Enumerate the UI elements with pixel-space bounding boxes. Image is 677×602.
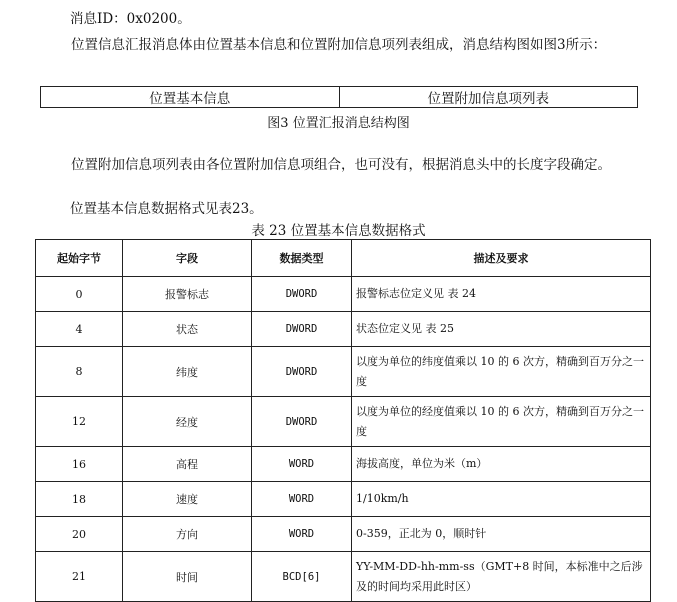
cell-start-byte: 18: [36, 482, 123, 517]
cell-data-type: WORD: [252, 517, 352, 552]
cell-start-byte: 0: [36, 277, 123, 312]
cell-field: 方向: [123, 517, 252, 552]
cell-start-byte: 16: [36, 447, 123, 482]
cell-field: 时间: [123, 552, 252, 602]
table-caption: 表 23 位置基本信息数据格式: [251, 223, 426, 239]
cell-data-type: DWORD: [252, 312, 352, 347]
cell-description: 1/10km/h: [352, 482, 651, 517]
cell-description: 报警标志位定义见 表 24: [352, 277, 651, 312]
cell-start-byte: 8: [36, 347, 123, 397]
cell-field: 经度: [123, 397, 252, 447]
header-start-byte: 起始字节: [36, 240, 123, 277]
message-structure-figure: [40, 86, 638, 108]
cell-description: 0-359，正北为 0，顺时针: [352, 517, 651, 552]
table-reference-line: 位置基本信息数据格式见表23。: [70, 201, 263, 217]
additional-info-paragraph: 位置附加信息项列表由各位置附加信息项组合，也可没有，根据消息头中的长度字段确定。: [71, 157, 611, 173]
cell-field: 纬度: [123, 347, 252, 397]
table-row: [36, 447, 651, 482]
cell-field: 报警标志: [123, 277, 252, 312]
cell-description: YY-MM-DD-hh-mm-ss（GMT+8 时间，本标准中之后涉及的时间均采用此时区）: [352, 552, 651, 602]
cell-description: 以度为单位的经度值乘以 10 的 6 次方，精确到百万分之一度: [352, 397, 651, 447]
table-row: [36, 397, 651, 447]
cell-data-type: DWORD: [252, 397, 352, 447]
cell-field: 状态: [123, 312, 252, 347]
table-row: [36, 552, 651, 602]
basic-info-table: [35, 239, 651, 602]
structure-cell-basic: 位置基本信息: [41, 87, 340, 108]
cell-start-byte: 20: [36, 517, 123, 552]
intro-paragraph: 位置信息汇报消息体由位置基本信息和位置附加信息项列表组成，消息结构图如图3所示：: [71, 37, 607, 53]
cell-data-type: WORD: [252, 482, 352, 517]
cell-start-byte: 21: [36, 552, 123, 602]
cell-data-type: WORD: [252, 447, 352, 482]
table-row: [36, 517, 651, 552]
table-row: [36, 347, 651, 397]
message-id-line: 消息ID：0x0200。: [70, 11, 191, 27]
table-row: [36, 312, 651, 347]
cell-description: 状态位定义见 表 25: [352, 312, 651, 347]
table-header-row: [36, 240, 651, 277]
header-description: 描述及要求: [352, 240, 651, 277]
cell-field: 高程: [123, 447, 252, 482]
cell-start-byte: 4: [36, 312, 123, 347]
header-field: 字段: [123, 240, 252, 277]
cell-field: 速度: [123, 482, 252, 517]
figure-caption: 图3 位置汇报消息结构图: [267, 116, 410, 131]
cell-data-type: DWORD: [252, 347, 352, 397]
cell-start-byte: 12: [36, 397, 123, 447]
cell-description: 以度为单位的纬度值乘以 10 的 6 次方，精确到百万分之一度: [352, 347, 651, 397]
cell-data-type: BCD[6]: [252, 552, 352, 602]
cell-description: 海拔高度，单位为米（m）: [352, 447, 651, 482]
table-row: [36, 482, 651, 517]
cell-data-type: DWORD: [252, 277, 352, 312]
structure-cell-additional: 位置附加信息项列表: [339, 87, 638, 108]
header-data-type: 数据类型: [252, 240, 352, 277]
table-row: [36, 277, 651, 312]
